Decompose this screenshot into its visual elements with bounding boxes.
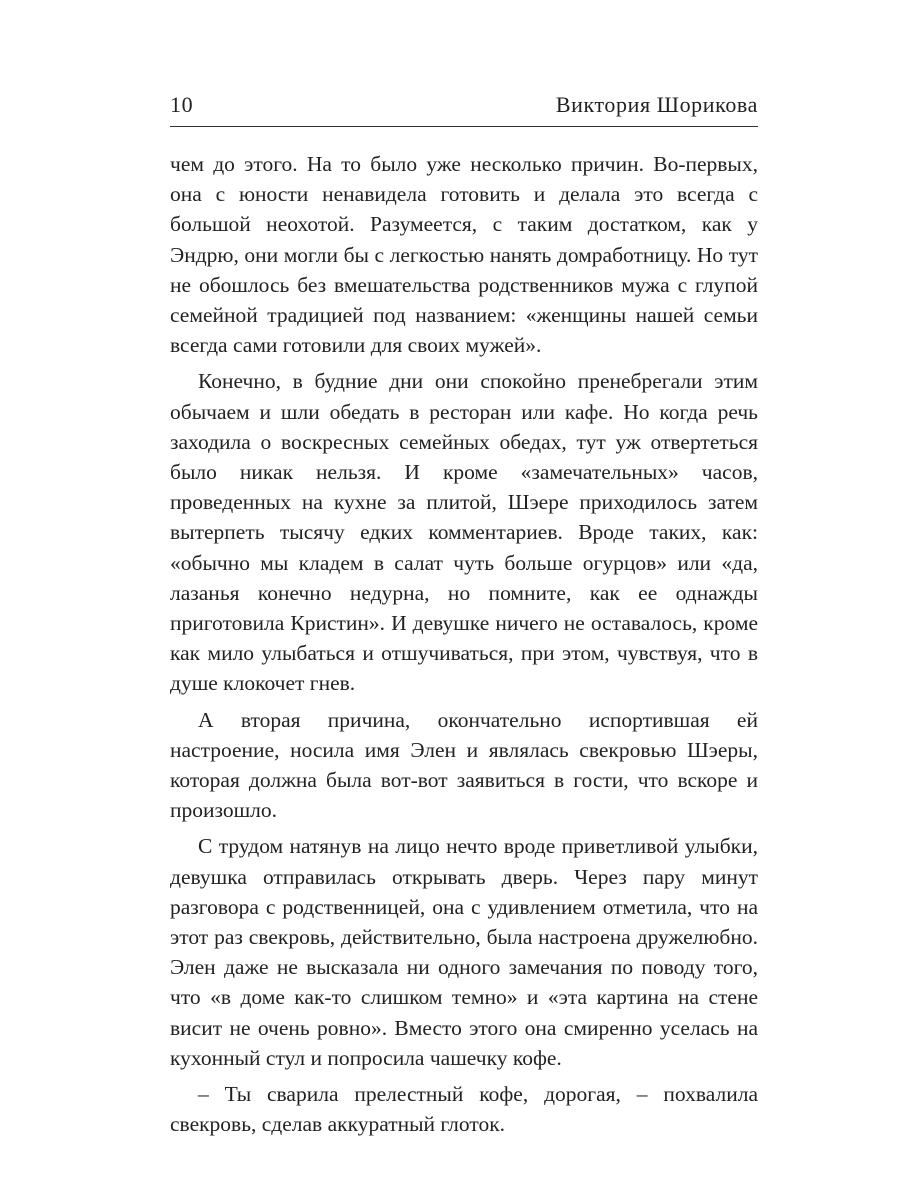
paragraph: чем до этого. На то было уже несколько причин. Во-первых, она с юности ненавидела готовить и делала это всегда с большой неохотой. Разумеется, с таким достатком, как у Эндрю, они могли бы с легкостью нанять домработницу. Но тут не обошлось без вмешательства родственников мужа с глупой семейной традицией под названием: «женщины нашей семьи всегда сами готовили для своих мужей». (170, 152, 758, 358)
body-text (170, 149, 758, 1140)
page-number: 10 (170, 92, 194, 117)
paragraph: – Ты сварила прелестный кофе, дорогая, – похвалила свекровь, сделав аккуратный глоток. (170, 1082, 758, 1137)
paragraph: С трудом натянув на лицо нечто вроде приветливой улыбки, девушка отправилась открывать дверь. Через пару минут разговора с родственницей, она с удивлением отметила, что на этот раз свекровь, действительно, была настроена дружелюбно. Элен даже не высказала ни одного замечания по поводу того, что «в доме как-то слишком темно» и «эта картина на стене висит не очень ровно». Вместо этого она смиренно уселась на кухонный стул и попросила чашечку кофе. (170, 834, 758, 1070)
running-head (170, 88, 758, 127)
book-page (170, 88, 758, 1146)
paragraph: А вторая причина, окончательно испортившая ей настроение, носила имя Элен и являлась свекровью Шэеры, которая должна была вот-вот заявиться в гости, что вскоре и произошло. (170, 707, 758, 823)
paragraph: Конечно, в будние дни они спокойно пренебрегали этим обычаем и шли обедать в ресторан или кафе. Но когда речь заходила о воскресных семейных обедах, тут уж отвертеться было никак нельзя. И кроме «замечательных» часов, проведенных на кухне за плитой, Шэере приходилось затем вытерпеть тысячу едких комментариев. Вроде таких, как: «обычно мы кладем в салат чуть больше огурцов» или «да, лазанья конечно недурна, но помните, как ее однажды приготовила Кристин». И девушке ничего не оставалось, кроме как мило улыбаться и отшучиваться, при этом, чувствуя, что в душе клокочет гнев. (170, 369, 758, 696)
author-name: Виктория Шорикова (555, 92, 758, 117)
